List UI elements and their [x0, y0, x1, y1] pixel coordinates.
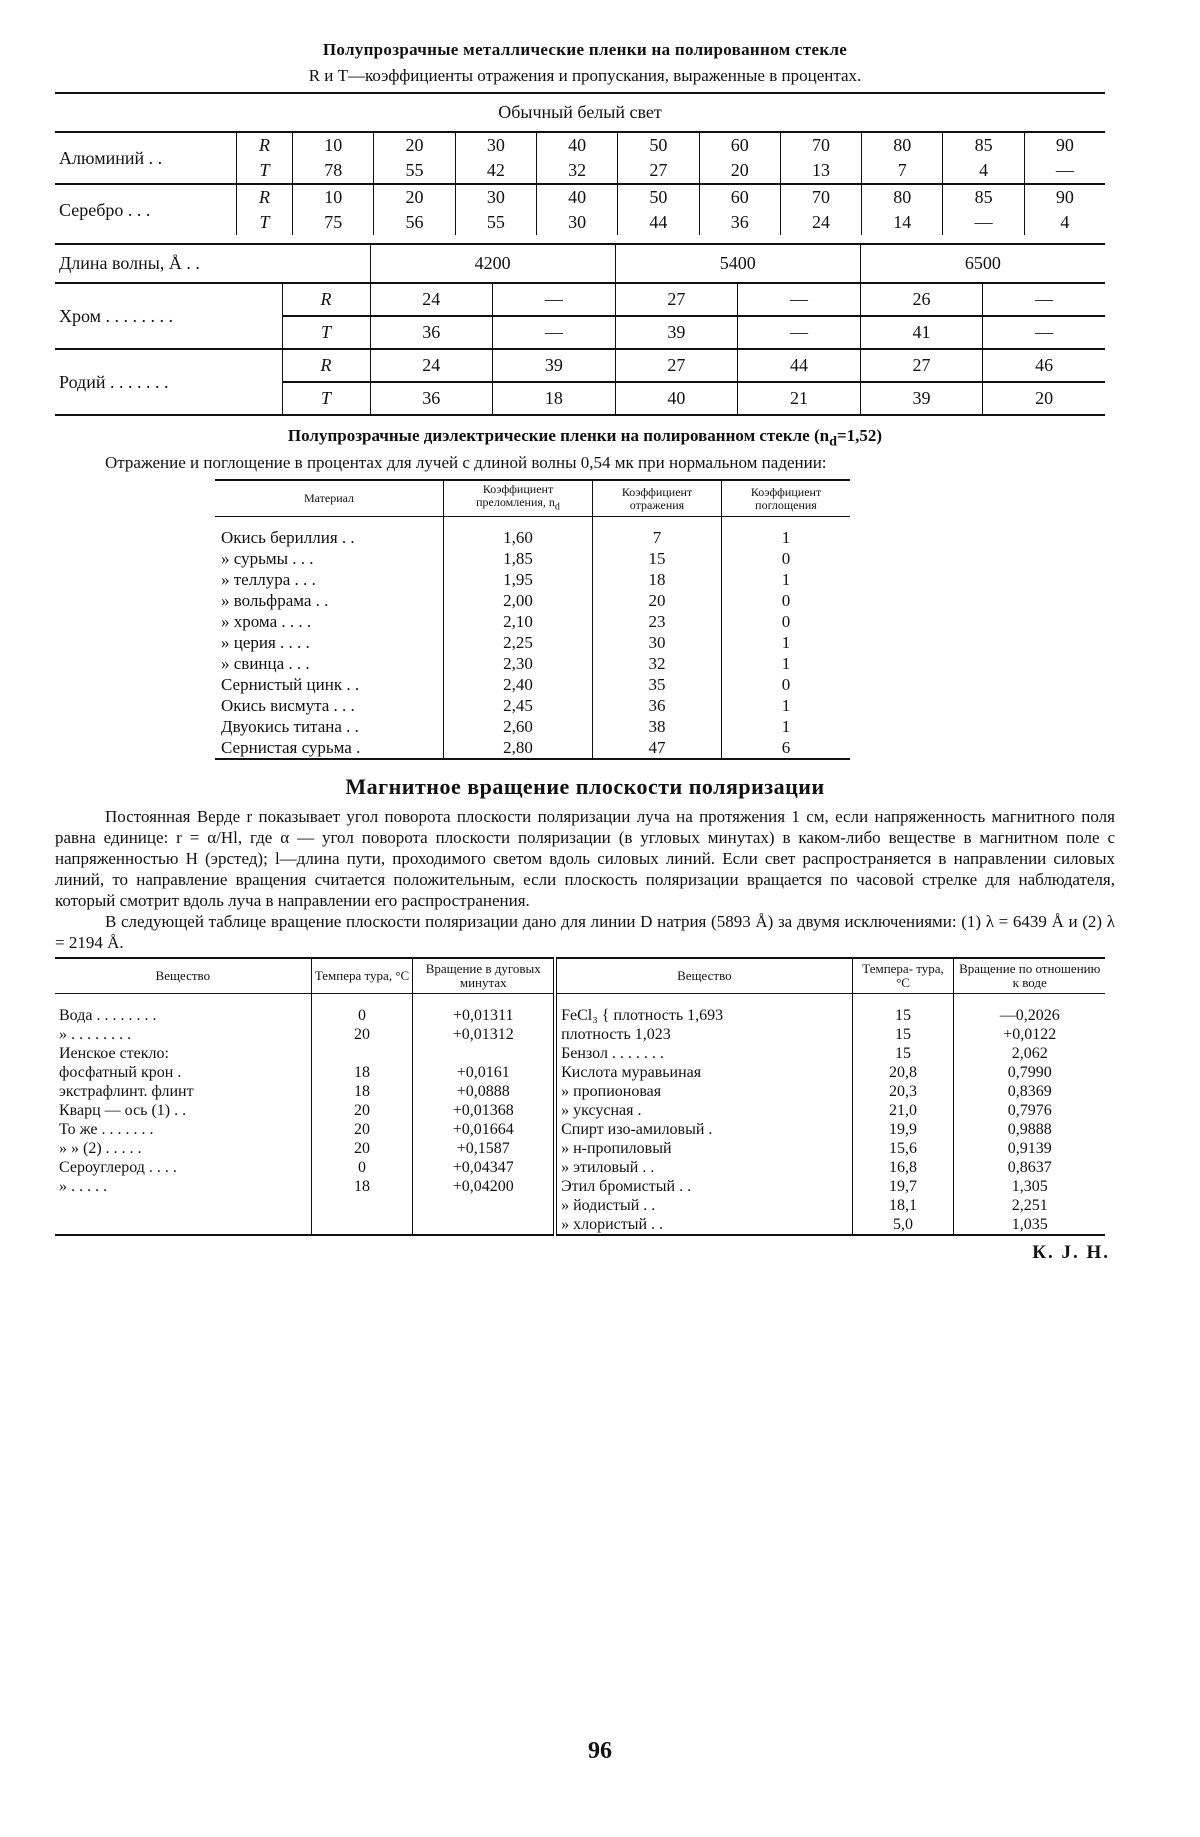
- table-cell: Сернистая сурьма .: [221, 737, 361, 757]
- table-cell: 20: [374, 184, 455, 210]
- table-cell: 20: [311, 1025, 413, 1044]
- table-row: [55, 1101, 1105, 1120]
- table-cell: 39: [493, 349, 616, 382]
- table-cell: 55: [374, 158, 455, 184]
- table-cell: » хрома . . . .: [221, 611, 312, 631]
- table-cell: +0,1587: [413, 1139, 555, 1158]
- table-cell: » теллура . . .: [221, 569, 316, 589]
- table-row: [55, 1215, 1105, 1235]
- table-cell: 85: [943, 184, 1024, 210]
- table-row: [55, 1120, 1105, 1139]
- table-cell: Двуокись титана . .: [221, 716, 359, 736]
- table-cell: 42: [455, 158, 536, 184]
- table-cell: 30: [593, 632, 722, 653]
- table-cell: 0,9139: [954, 1139, 1105, 1158]
- table-row: [55, 184, 1105, 210]
- table-cell: [413, 1215, 555, 1235]
- table-row: [215, 695, 850, 716]
- metal-name: Родий . . . . . . .: [59, 371, 169, 392]
- table-cell: —: [493, 316, 616, 349]
- coef-letter: R: [282, 349, 370, 382]
- table-cell: 44: [738, 349, 861, 382]
- col-temp-left: Темпера тура, °C: [311, 958, 413, 994]
- table-cell: —: [943, 210, 1024, 235]
- table-cell: 0: [722, 590, 851, 611]
- table-cell: 1,035: [954, 1215, 1105, 1235]
- table-cell: 41: [860, 316, 983, 349]
- table-cell: 1,85: [444, 548, 593, 569]
- table-cell: 32: [593, 653, 722, 674]
- metal-name: Алюминий . .: [59, 147, 163, 168]
- table-cell: +0,01368: [413, 1101, 555, 1120]
- table-cell: 19,9: [852, 1120, 954, 1139]
- table-cell: 20,3: [852, 1082, 954, 1101]
- table-cell: 0: [722, 674, 851, 695]
- table-row: [55, 283, 1105, 316]
- table-cell: 6: [722, 737, 851, 759]
- table-cell: 50: [618, 184, 699, 210]
- table-cell: Кислота муравьиная: [555, 1063, 852, 1082]
- table-cell: +0,04200: [413, 1177, 555, 1196]
- table-cell: 1: [722, 632, 851, 653]
- table-cell: 20: [374, 132, 455, 158]
- metal-name: Хром . . . . . . . .: [59, 305, 174, 326]
- coef-letter: R: [236, 132, 292, 158]
- table-cell: 0: [311, 1158, 413, 1177]
- table-cell: 0,9888: [954, 1120, 1105, 1139]
- table-cell: 24: [780, 210, 861, 235]
- table-cell: 26: [860, 283, 983, 316]
- table3-title: Полупрозрачные диэлектрические пленки на полированном стекле $(n_d=1,52)$: [287, 426, 883, 450]
- table-cell: 4: [1024, 210, 1105, 235]
- table-cell: +0,0888: [413, 1082, 555, 1101]
- coef-letter: T: [282, 316, 370, 349]
- table-cell: 46: [983, 349, 1105, 382]
- wavelength-label: Длина волны, Å . .: [59, 253, 200, 273]
- page-content: [55, 32, 1115, 1264]
- table-row: [215, 737, 850, 759]
- table-cell: 30: [455, 132, 536, 158]
- table-cell: 15: [852, 1044, 954, 1063]
- col-substance-right: Вещество: [555, 958, 852, 994]
- table-cell: 2,60: [444, 716, 593, 737]
- table1-title: Полупрозрачные металлические пленки на полированном стекле: [322, 40, 848, 59]
- table-cell: [55, 1196, 311, 1215]
- table-row: [55, 1158, 1105, 1177]
- table-cell: » свинца . . .: [221, 653, 310, 673]
- table-row: [215, 516, 850, 548]
- col-material: Материал: [303, 491, 355, 506]
- table-cell: плотность 1,023: [555, 1025, 852, 1044]
- col-refraction: Коэффициент преломления, $n_d$: [444, 480, 593, 516]
- table-row: [215, 674, 850, 695]
- table-cell: » церия . . . .: [221, 632, 310, 652]
- table-cell: 1: [722, 653, 851, 674]
- table-row: [215, 716, 850, 737]
- table-cell: 7: [593, 516, 722, 548]
- table-cell: 30: [455, 184, 536, 210]
- table-row: [215, 632, 850, 653]
- table-cell: 85: [943, 132, 1024, 158]
- table-cell: 27: [615, 349, 738, 382]
- table-cell: 20: [983, 382, 1105, 415]
- table-cell: 10: [293, 184, 374, 210]
- table-cell: 15: [852, 993, 954, 1025]
- table-cell: 55: [455, 210, 536, 235]
- table-cell: 27: [615, 283, 738, 316]
- table-cell: 36: [593, 695, 722, 716]
- table-cell: 2,45: [444, 695, 593, 716]
- table-cell: 19,7: [852, 1177, 954, 1196]
- coef-letter: T: [236, 158, 292, 184]
- table-cell: 39: [860, 382, 983, 415]
- table-cell: 21,0: [852, 1101, 954, 1120]
- table-cell: 20: [311, 1101, 413, 1120]
- page-number: 96: [588, 1738, 612, 1764]
- table-cell: 2,251: [954, 1196, 1105, 1215]
- col-rotation-left: Вращение в дуговых минутах: [413, 958, 555, 994]
- table-cell: 1,60: [444, 516, 593, 548]
- table-cell: 75: [293, 210, 374, 235]
- col-absorption: Коэффициент поглощения: [722, 480, 851, 516]
- table-cell: 2,25: [444, 632, 593, 653]
- table-cell: [413, 1044, 555, 1063]
- table-row: [215, 590, 850, 611]
- table-cell: » пропионовая: [555, 1082, 852, 1101]
- table-cell: 47: [593, 737, 722, 759]
- col-substance-left: Вещество: [155, 967, 211, 983]
- table-cell: 39: [615, 316, 738, 349]
- table-cell: 20: [311, 1120, 413, 1139]
- table-cell: 15: [593, 548, 722, 569]
- metal-films-table: [55, 92, 1105, 235]
- table-cell: 7: [862, 158, 943, 184]
- table-cell: 18: [493, 382, 616, 415]
- table-cell: 2,40: [444, 674, 593, 695]
- wavelength-films-table: [55, 243, 1105, 416]
- table-cell: 0,8369: [954, 1082, 1105, 1101]
- table-cell: 15,6: [852, 1139, 954, 1158]
- table-row: [55, 1196, 1105, 1215]
- table-cell: 0: [722, 611, 851, 632]
- table-cell: » » (2) . . . . .: [59, 1139, 142, 1157]
- table-cell: 23: [593, 611, 722, 632]
- table-cell: 1,305: [954, 1177, 1105, 1196]
- table-cell: 4: [943, 158, 1024, 184]
- coef-letter: R: [236, 184, 292, 210]
- table-cell: [311, 1044, 413, 1063]
- table-cell: Вода . . . . . . . .: [59, 1006, 157, 1024]
- table-cell: 10: [293, 132, 374, 158]
- table-cell: 70: [780, 184, 861, 210]
- table-cell: 44: [618, 210, 699, 235]
- table-cell: 90: [1024, 184, 1105, 210]
- table-cell: —: [738, 283, 861, 316]
- table-cell: 1: [722, 695, 851, 716]
- table-cell: 0,8637: [954, 1158, 1105, 1177]
- table-cell: 2,30: [444, 653, 593, 674]
- table-cell: 60: [699, 184, 780, 210]
- table-cell: экстрафлинт. флинт: [59, 1082, 194, 1100]
- coef-letter: R: [282, 283, 370, 316]
- table-row: [215, 569, 850, 590]
- table-cell: —: [493, 283, 616, 316]
- table-cell: +0,04347: [413, 1158, 555, 1177]
- table-cell: —: [1024, 158, 1105, 184]
- table-cell: +0,01312: [413, 1025, 555, 1044]
- table-cell: Этил бромистый . .: [555, 1177, 852, 1196]
- wavelength-row: [55, 244, 1105, 283]
- table-cell: 56: [374, 210, 455, 235]
- metal-name: Серебро . . .: [59, 199, 151, 220]
- wavelength-value: 5400: [615, 244, 860, 283]
- table-row: [55, 1025, 1105, 1044]
- table-cell: 20: [699, 158, 780, 184]
- table-cell: 5,0: [852, 1215, 954, 1235]
- table-cell: 38: [593, 716, 722, 737]
- table-cell: 50: [618, 132, 699, 158]
- table-cell: 18: [593, 569, 722, 590]
- table-cell: —: [983, 283, 1105, 316]
- table-cell: 14: [862, 210, 943, 235]
- table-cell: 18: [311, 1063, 413, 1082]
- table-cell: +0,01311: [413, 993, 555, 1025]
- table-cell: » этиловый . .: [555, 1158, 852, 1177]
- table-cell: 90: [1024, 132, 1105, 158]
- table-cell: Сероуглерод . . . .: [59, 1158, 177, 1176]
- table-cell: » вольфрама . .: [221, 590, 329, 610]
- table-cell: 0: [311, 993, 413, 1025]
- table-cell: Бензол . . . . . . .: [555, 1044, 852, 1063]
- light-type: Обычный белый свет: [498, 102, 662, 122]
- table-cell: фосфатный крон .: [59, 1063, 182, 1081]
- table-cell: » . . . . .: [59, 1177, 107, 1195]
- dielectric-films-table: [215, 479, 850, 759]
- table-row: [55, 1044, 1105, 1063]
- table-cell: —: [983, 316, 1105, 349]
- table-cell: 60: [699, 132, 780, 158]
- table-row: [55, 132, 1105, 158]
- table-cell: То же . . . . . . .: [59, 1120, 154, 1138]
- table-cell: 18: [311, 1082, 413, 1101]
- table-cell: 20,8: [852, 1063, 954, 1082]
- author-signature: К. J. Н.: [1032, 1241, 1110, 1263]
- table-cell: Сернистый цинк . .: [221, 674, 360, 694]
- table-cell: 40: [536, 184, 617, 210]
- table-cell: 2,062: [954, 1044, 1105, 1063]
- table-cell: Иенское стекло:: [59, 1044, 169, 1062]
- table-cell: Кварц — ось (1) . .: [59, 1101, 187, 1119]
- table-cell: 70: [780, 132, 861, 158]
- table-cell: 1,95: [444, 569, 593, 590]
- table-cell: » н-пропиловый: [555, 1139, 852, 1158]
- table-cell: [311, 1215, 413, 1235]
- table-cell: 2,80: [444, 737, 593, 759]
- table-cell: 2,10: [444, 611, 593, 632]
- table-row: [215, 548, 850, 569]
- table-cell: » йодистый . .: [555, 1196, 852, 1215]
- col-rotation-right: Вращение по отношению к воде: [954, 958, 1105, 994]
- table-cell: 40: [615, 382, 738, 415]
- table-cell: —0,2026: [954, 993, 1105, 1025]
- table-row: [55, 1063, 1105, 1082]
- table-row: [55, 1082, 1105, 1101]
- table-cell: 1: [722, 516, 851, 548]
- table-cell: 27: [618, 158, 699, 184]
- table-row: [55, 1139, 1105, 1158]
- table-cell: 27: [860, 349, 983, 382]
- table-cell: 30: [536, 210, 617, 235]
- table-cell: +0,0161: [413, 1063, 555, 1082]
- table-cell: » хлористый . .: [555, 1215, 852, 1235]
- table-cell: 21: [738, 382, 861, 415]
- section-paragraph-1: Постоянная Верде r показывает угол поворота плоскости поляризации луча на протяжения 1 см, если напряженность магнитного поля равна единице: r = α/Hl, где α — угол поворота плоскости поляризации (в угловых минутах) в каком-либо веществе в магнитном поле с напряженностью H (эрстед); l—длина пути, проходимого светом вдоль силовых линий. Если свет распространяется в направлении силовых линий, то направление вращения считается положительным, если плоскость поляризации вращается по часовой стрелке для наблюдателя, который смотрит вдоль луча в направлении его распространения.: [55, 806, 1115, 910]
- col-reflection: Коэффициент отражения: [593, 480, 722, 516]
- table-cell: Спирт изо-амиловый .: [555, 1120, 852, 1139]
- table-cell: 1: [722, 716, 851, 737]
- table3-intro: Отражение и поглощение в процентах для лучей с длиной волны 0,54 мк при нормальном падении:: [105, 453, 827, 473]
- table-cell: 24: [370, 349, 493, 382]
- table-row: [55, 349, 1105, 382]
- table-cell: —: [738, 316, 861, 349]
- table-cell: 35: [593, 674, 722, 695]
- table-cell: 13: [780, 158, 861, 184]
- table-row: [215, 653, 850, 674]
- table-cell: [55, 1215, 311, 1235]
- table-cell: 0: [722, 548, 851, 569]
- table-cell: [311, 1196, 413, 1215]
- table-cell: » . . . . . . . .: [59, 1025, 131, 1043]
- table-cell: 40: [536, 132, 617, 158]
- table-cell: FeCl₃ { плотность 1,693: [555, 993, 852, 1025]
- table-cell: 32: [536, 158, 617, 184]
- verdet-table: [55, 957, 1105, 1236]
- section-heading: Магнитное вращение плоскости поляризации: [345, 773, 825, 799]
- table-cell: 0,7990: [954, 1063, 1105, 1082]
- table-cell: 36: [370, 382, 493, 415]
- col-temp-right: Темпера- тура, °C: [852, 958, 954, 994]
- table-cell: Окись висмута . . .: [221, 695, 355, 715]
- wavelength-value: 6500: [860, 244, 1105, 283]
- table-cell: 80: [862, 184, 943, 210]
- table-cell: 36: [699, 210, 780, 235]
- table-cell: [413, 1196, 555, 1215]
- table-cell: 18: [311, 1177, 413, 1196]
- table-cell: 1: [722, 569, 851, 590]
- table-cell: 16,8: [852, 1158, 954, 1177]
- table-cell: 2,00: [444, 590, 593, 611]
- table-cell: » сурьмы . . .: [221, 548, 314, 568]
- table-cell: 0,7976: [954, 1101, 1105, 1120]
- table-cell: +0,0122: [954, 1025, 1105, 1044]
- table-cell: +0,01664: [413, 1120, 555, 1139]
- table1-subtitle: R и T—коэффициенты отражения и пропускания, выраженные в процентах.: [308, 66, 862, 85]
- table-cell: 20: [593, 590, 722, 611]
- table-cell: 80: [862, 132, 943, 158]
- table-cell: Окись бериллия . .: [221, 527, 355, 547]
- table-cell: 18,1: [852, 1196, 954, 1215]
- table-row: [55, 1177, 1105, 1196]
- coef-letter: T: [236, 210, 292, 235]
- table-cell: 36: [370, 316, 493, 349]
- table-cell: » уксусная .: [555, 1101, 852, 1120]
- table-cell: 24: [370, 283, 493, 316]
- wavelength-value: 4200: [370, 244, 615, 283]
- section-paragraph-2: В следующей таблице вращение плоскости поляризации дано для линии D натрия (5893 Å) за двумя исключениями: (1) λ = 6439 Å и (2) λ = 2194 Å.: [55, 911, 1115, 952]
- table-row: [55, 993, 1105, 1025]
- table-cell: 15: [852, 1025, 954, 1044]
- table-cell: 78: [293, 158, 374, 184]
- coef-letter: T: [282, 382, 370, 415]
- table-cell: 20: [311, 1139, 413, 1158]
- table-row: [215, 611, 850, 632]
